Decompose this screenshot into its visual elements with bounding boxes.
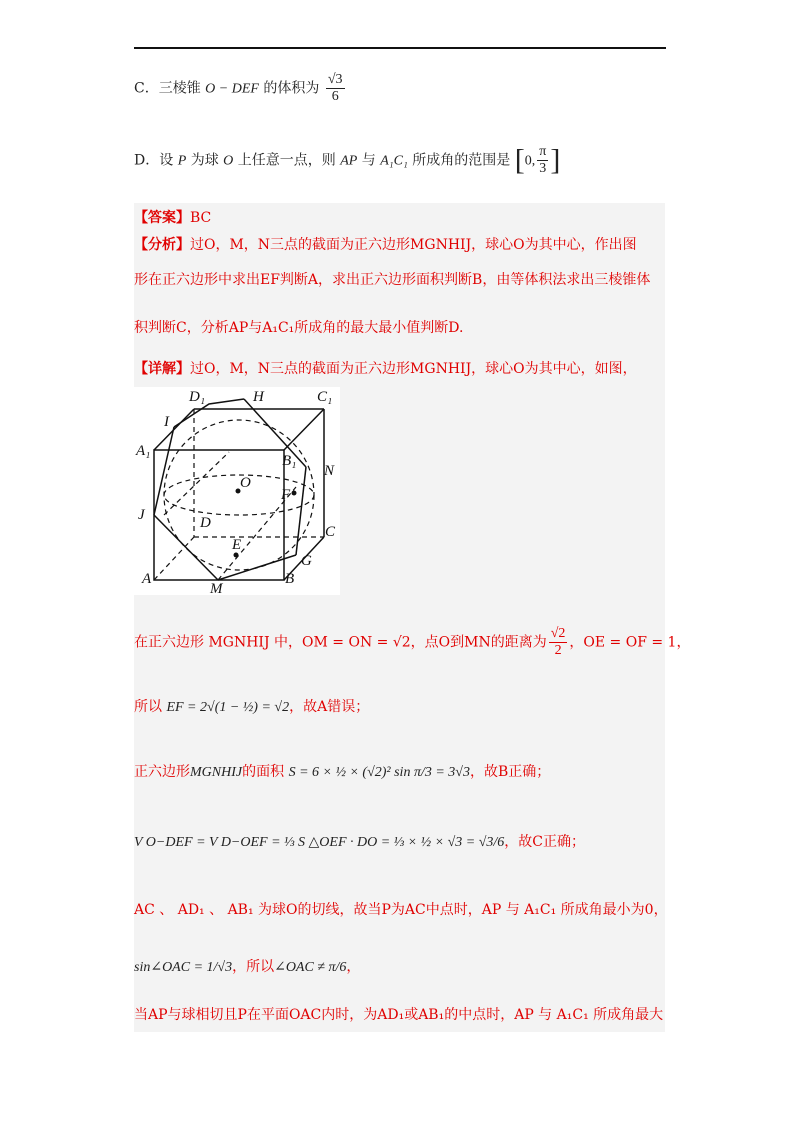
- volume-expression: V O−DEF = V D−OEF = ⅓ S △OEF · DO = ⅓ × ½ × √3 = √3/6: [134, 835, 505, 850]
- ef-expression: EF = 2√(1 − ½) = √2: [166, 700, 290, 715]
- option-c: C．三棱锥 O − DEF 的体积为 $\frac{√3}{6}$: [134, 72, 343, 104]
- top-rule: [134, 47, 666, 49]
- solution-line-4: V O−DEF = V D−OEF = ⅓ S △OEF · DO = ⅓ × ½ × √3 = √3/6，故C正确；: [134, 834, 586, 850]
- analysis-line-3: 积判断C，分析AP与A₁C₁所成角的最大最小值判断D.: [134, 320, 464, 336]
- solution-line-7: 当AP与球相切且P在平面OAC内时，为AD₁或AB₁的中点时，AP 与 A₁C₁ 所成角最大: [134, 1007, 664, 1023]
- label-B1: B₁: [282, 453, 297, 469]
- analysis-line-1: 【分析】过O，M，N三点的截面为正六边形MGNHIJ，球心O为其中心，作出图: [134, 237, 637, 253]
- solution-line-1: 在正六边形 MGNHIJ 中，OM = ON = √2，点O到MN的距离为 $\frac{√2}{2}$ ，OE = OF = 1，: [134, 626, 691, 658]
- label-J: J: [138, 507, 145, 523]
- label-O: O: [240, 475, 251, 491]
- cube-diagram: [134, 387, 340, 595]
- detail-line-1: 【详解】过O，M，N三点的截面为正六边形MGNHIJ，球心O为其中心，如图，: [134, 361, 637, 377]
- label-N: N: [324, 463, 335, 479]
- label-H: H: [253, 389, 264, 405]
- label-A1: A₁: [136, 443, 151, 459]
- label-B: B: [285, 571, 295, 587]
- angle-expression: ∠OAC ≠ π/6: [274, 960, 347, 975]
- label-I: I: [164, 414, 169, 430]
- option-d-range-fraction: $\frac{\pi}{3}$: [539, 144, 547, 176]
- option-c-expr: O − DEF: [205, 81, 259, 97]
- label-E: E: [232, 537, 242, 553]
- answer-line: 【答案】BC: [134, 210, 212, 226]
- label-C: C: [325, 524, 336, 540]
- label-D: D: [200, 515, 211, 531]
- cube-figure: [134, 387, 340, 595]
- sin-expression: sin∠OAC = 1/√3: [134, 960, 233, 975]
- area-expression: S = 6 × ½ × (√2)² sin π/3 = 3√3: [288, 765, 470, 780]
- label-D1: D₁: [189, 389, 206, 405]
- label-M: M: [210, 581, 223, 595]
- label-A: A: [142, 571, 152, 587]
- answer-value: BC: [190, 210, 212, 226]
- solution-line-2: 所以 EF = 2√(1 − ½) = √2，故A错误；: [134, 699, 370, 715]
- distance-fraction: $\frac{√2}{2}$: [550, 626, 566, 658]
- analysis-line-2: 形在正六边形中求出EF判断A，求出正六边形面积判断B，由等体积法求出三棱锥体: [134, 272, 651, 288]
- solution-line-3: 正六边形MGNHIJ的面积 S = 6 × ½ × (√2)² sin π/3 = 3√3，故B正确；: [134, 764, 551, 780]
- label-C1: C₁: [317, 389, 333, 405]
- option-d: D．设 P 为球 O 上任意一点，则 AP 与 A₁C₁ 所成角的范围是 [0, $\frac{\pi}{3}$ ]: [134, 143, 561, 177]
- solution-line-6: sin∠OAC = 1/√3，所以∠OAC ≠ π/6，: [134, 959, 361, 975]
- solution-line-5: AC 、 AD₁ 、 AB₁ 为球O的切线，故当P为AC中点时，AP 与 A₁C₁ 所成角最小为0，: [134, 902, 668, 918]
- label-F: F: [281, 487, 291, 503]
- option-c-fraction: $\frac{√3}{6}$: [327, 72, 343, 104]
- label-G: G: [301, 553, 312, 569]
